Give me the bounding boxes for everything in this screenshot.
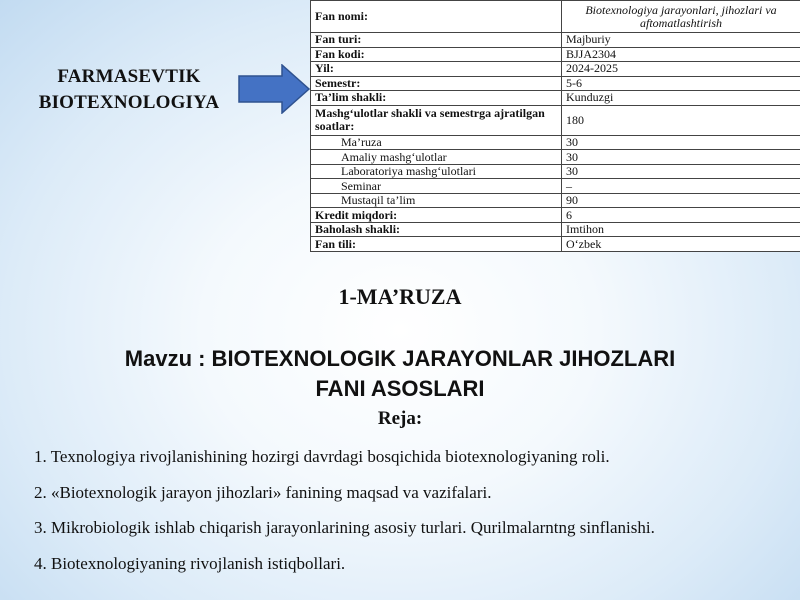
table-row-fan-nomi — [311, 1, 800, 33]
table-row-maruza — [311, 135, 800, 150]
table-key: Laboratoriya mashg‘ulotlari — [311, 164, 562, 179]
table-row-talim-shakli — [311, 91, 800, 106]
table-value: Imtihon — [562, 222, 800, 237]
faculty-title-line1: FARMASEVTIK — [57, 66, 201, 87]
plan-item: 1. Texnologiya rivojlanishining hozirgi davrdagi bosqichida biotexnologiyaning roli. — [34, 447, 610, 466]
plan-item: 4. Biotexnologiyaning rivojlanish istiqbollari. — [34, 553, 346, 573]
table-key: Seminar — [311, 179, 562, 194]
plan-item: 2. «Biotexnologik jarayon jihozlari» fanining maqsad va vazifalari. — [34, 482, 492, 502]
table-value: – — [562, 179, 800, 194]
table-value: O‘zbek — [562, 237, 800, 252]
table-value: 30 — [562, 150, 800, 165]
plan-item: 3. Mikrobiologik ishlab chiqarish jarayonlarining asosiy turlari. Qurilmalarntng sinflanishi. — [34, 518, 655, 537]
right-arrow-icon — [238, 64, 310, 114]
table-row-mustaqil — [311, 193, 800, 208]
table-row-kredit — [311, 208, 800, 223]
table-key: Fan kodi: — [311, 47, 562, 62]
table-value: 30 — [562, 164, 800, 179]
lecture-topic-line2: FANI ASOSLARI — [315, 376, 485, 401]
table-row-fan-tili — [311, 237, 800, 252]
plan-title: Reja: — [377, 408, 423, 429]
table-key: Mashg‘ulotlar shakli va semestrga ajratilgan soatlar: — [311, 105, 562, 135]
table-key: Amaliy mashg‘ulotlar — [311, 150, 562, 165]
table-key: Ma’ruza — [311, 135, 562, 150]
table-value: Majburiy — [562, 33, 800, 48]
table-row-amaliy — [311, 150, 800, 165]
table-key: Fan turi: — [311, 33, 562, 48]
course-info-table — [310, 0, 800, 252]
table-row-seminar — [311, 179, 800, 194]
table-value: 5-6 — [562, 76, 800, 91]
table-value: Biotexnologiya jarayonlari, jihozlari va aftomatlashtirish — [562, 1, 800, 33]
table-value: Kunduzgi — [562, 91, 800, 106]
table-value: 180 — [562, 105, 800, 135]
lecture-topic — [40, 344, 760, 404]
table-row-semestr — [311, 76, 800, 91]
table-key: Baholash shakli: — [311, 222, 562, 237]
table-key: Kredit miqdori: — [311, 208, 562, 223]
table-value: BJJA2304 — [562, 47, 800, 62]
table-key: Semestr: — [311, 76, 562, 91]
plan-list — [34, 442, 794, 584]
table-row-mashgulotlar — [311, 105, 800, 135]
table-key: Ta’lim shakli: — [311, 91, 562, 106]
table-value: 2024-2025 — [562, 62, 800, 77]
table-row-baholash — [311, 222, 800, 237]
table-row-fan-turi — [311, 33, 800, 48]
table-key: Mustaqil ta’lim — [311, 193, 562, 208]
table-key: Fan tili: — [311, 237, 562, 252]
table-key: Yil: — [311, 62, 562, 77]
lecture-number: 1-MA’RUZA — [338, 284, 462, 309]
table-row-yil — [311, 62, 800, 77]
table-value: 90 — [562, 193, 800, 208]
lecture-topic-line1: Mavzu : BIOTEXNOLOGIK JARAYONLAR JIHOZLARI — [124, 346, 676, 371]
table-key: Fan nomi: — [311, 1, 562, 33]
table-row-fan-kodi — [311, 47, 800, 62]
table-value: 6 — [562, 208, 800, 223]
faculty-title-line2: BIOTEXNOLOGIYA — [38, 92, 220, 113]
faculty-title — [18, 64, 240, 116]
table-row-laboratoriya — [311, 164, 800, 179]
table-value: 30 — [562, 135, 800, 150]
